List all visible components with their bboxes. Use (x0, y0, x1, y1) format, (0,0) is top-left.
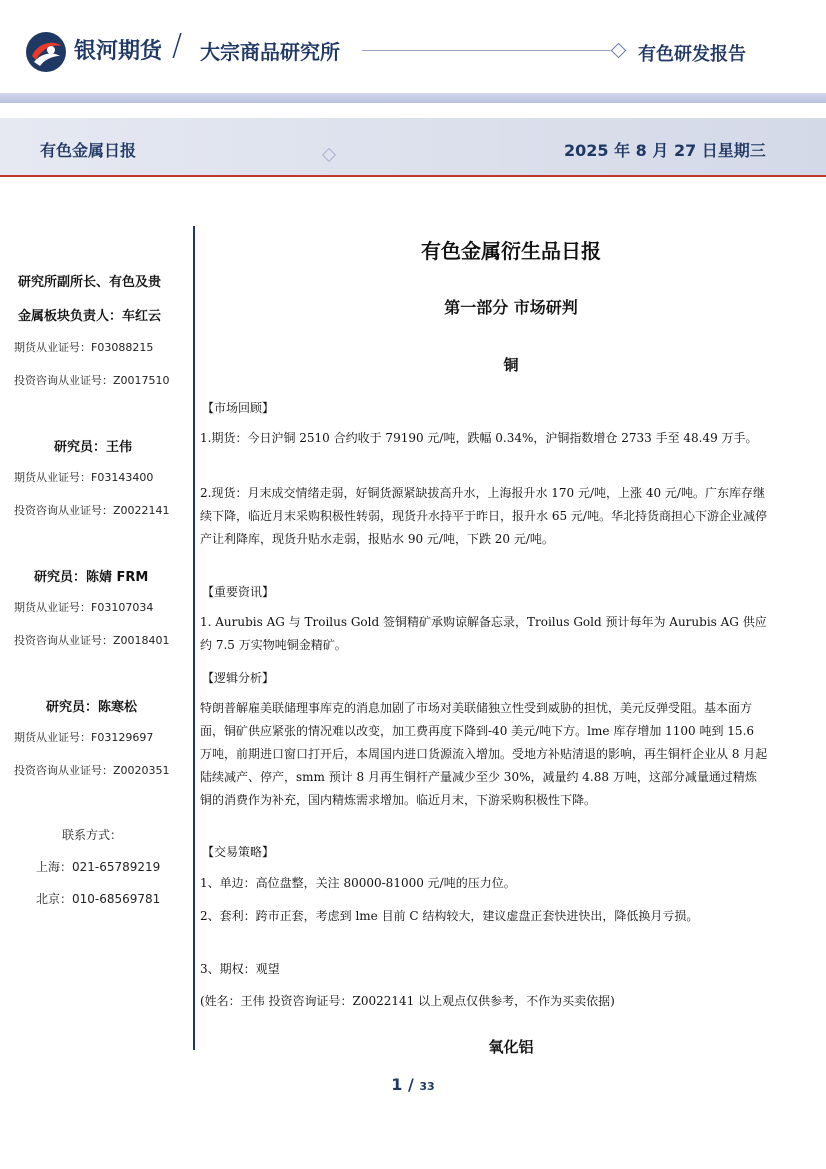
title-band-rule (0, 175, 826, 177)
galaxy-futures-logo-icon (24, 30, 68, 74)
lead-title-line1: 研究所副所长、有色及贵 (18, 275, 162, 290)
contact-label: 联系方式： (62, 828, 123, 842)
tag-trading-strategy: 【交易策略】 (202, 845, 275, 859)
company-name: 银河期货 (74, 39, 163, 64)
strategy-options: 3、期权：观望 (200, 962, 280, 976)
daily-title: 有色金属日报 (40, 141, 137, 160)
researcher2-name: 研究员：陈婧 FRM (34, 570, 149, 585)
researcher3-name: 研究员：陈寒松 (46, 700, 138, 715)
report-type: 有色研发报告 (638, 44, 746, 65)
tag-market-review: 【市场回顾】 (202, 401, 275, 415)
section-copper-heading: 铜 (503, 356, 519, 374)
researcher1-futures-license: 期货从业证号：F03143400 (14, 471, 154, 484)
part-heading: 第一部分 市场研判 (444, 298, 578, 317)
page-number (380, 1075, 446, 1094)
lead-invest-license: 投资咨询从业证号：Z0017510 (14, 374, 170, 387)
page-current: 1 (391, 1075, 403, 1094)
lead-futures-license: 期货从业证号：F03088215 (14, 341, 154, 354)
strategy-arbitrage: 2、套利：跨市正套，考虑到 lme 目前 C 结构较大，建议虚盘正套快进快出，降低换月亏损。 (200, 909, 699, 923)
tag-logic-analysis: 【逻辑分析】 (202, 671, 275, 685)
researcher3-invest-license: 投资咨询从业证号：Z0020351 (14, 764, 170, 777)
contact-beijing: 北京：010-68569781 (36, 892, 161, 906)
institute-name: 大宗商品研究所 (200, 40, 340, 64)
news-item-1: 1. Aurubis AG 与 Troilus Gold 签铜精矿承购谅解备忘录，Troilus Gold 预计每年为 Aurubis AG 供应约 7.5 万实物吨铜金精矿。 (200, 615, 767, 652)
review-futures: 1.期货：今日沪铜 2510 合约收于 79190 元/吨，跌幅 0.34%，沪铜指数增仓 2733 手至 48.49 万手。 (200, 431, 758, 445)
lead-title-line2: 金属板块负责人：车红云 (18, 309, 162, 324)
researcher2-invest-license: 投资咨询从业证号：Z0018401 (14, 634, 170, 647)
header-rule (362, 50, 612, 51)
tag-important-news: 【重要资讯】 (202, 585, 275, 599)
page-total: 33 (419, 1080, 435, 1093)
researcher1-invest-license: 投资咨询从业证号：Z0022141 (14, 504, 170, 517)
header-slash: / (172, 28, 183, 63)
page-separator: / (402, 1075, 420, 1094)
strategy-single-side: 1、单边：高位盘整，关注 80000-81000 元/吨的压力位。 (200, 876, 516, 890)
diamond-icon (611, 43, 627, 59)
author-note: (姓名：王伟 投资咨询证号：Z0022141 以上观点仅供参考，不作为买卖依据) (200, 994, 615, 1008)
researcher3-futures-license: 期货从业证号：F03129697 (14, 731, 154, 744)
section-alumina-heading: 氧化铝 (488, 1038, 534, 1056)
contact-shanghai: 上海：021-65789219 (36, 860, 161, 874)
logic-analysis-text: 特朗普解雇美联储理事库克的消息加剧了市场对美联储独立性受到威胁的担忧，美元反弹受阻。基本面方面，铜矿供应紧张的情况难以改变，加工费再度下降到-40 美元/吨下方。lme 库存增加 1100 吨到 15.6 万吨，前期进口窗口打开后，本周国内进口货源流入增加。受地方补贴清退的影响，再生铜杆企业从 8 月起陆续减产、停产，smm 预计 8 月再生铜杆产量减少至少 30%，减量约 4.88 万吨，这部分减量通过精炼铜的消费作为补充，国内精炼需求增加。临近月末，下游采购积极性下降。 (200, 701, 768, 807)
review-spot: 2.现货：月末成交情绪走弱，好铜货源紧缺拔高升水，上海报升水 170 元/吨，上涨 40 元/吨。广东库存继续下降，临近月末采购积极性转弱，现货升水持平于昨日，报升水 65 元/吨。华北持货商担心下游企业减停产让利降库，现货升贴水走弱，报贴水 90 元/吨，下跌 20 元/吨。 (200, 486, 767, 546)
report-main-title: 有色金属衍生品日报 (421, 239, 601, 263)
header-band (0, 93, 826, 103)
researcher2-futures-license: 期货从业证号：F03107034 (14, 601, 154, 614)
researcher1-name: 研究员：王伟 (54, 440, 133, 455)
sidebar-divider (193, 226, 195, 1050)
report-date: 2025 年 8 月 27 日星期三 (564, 141, 766, 160)
